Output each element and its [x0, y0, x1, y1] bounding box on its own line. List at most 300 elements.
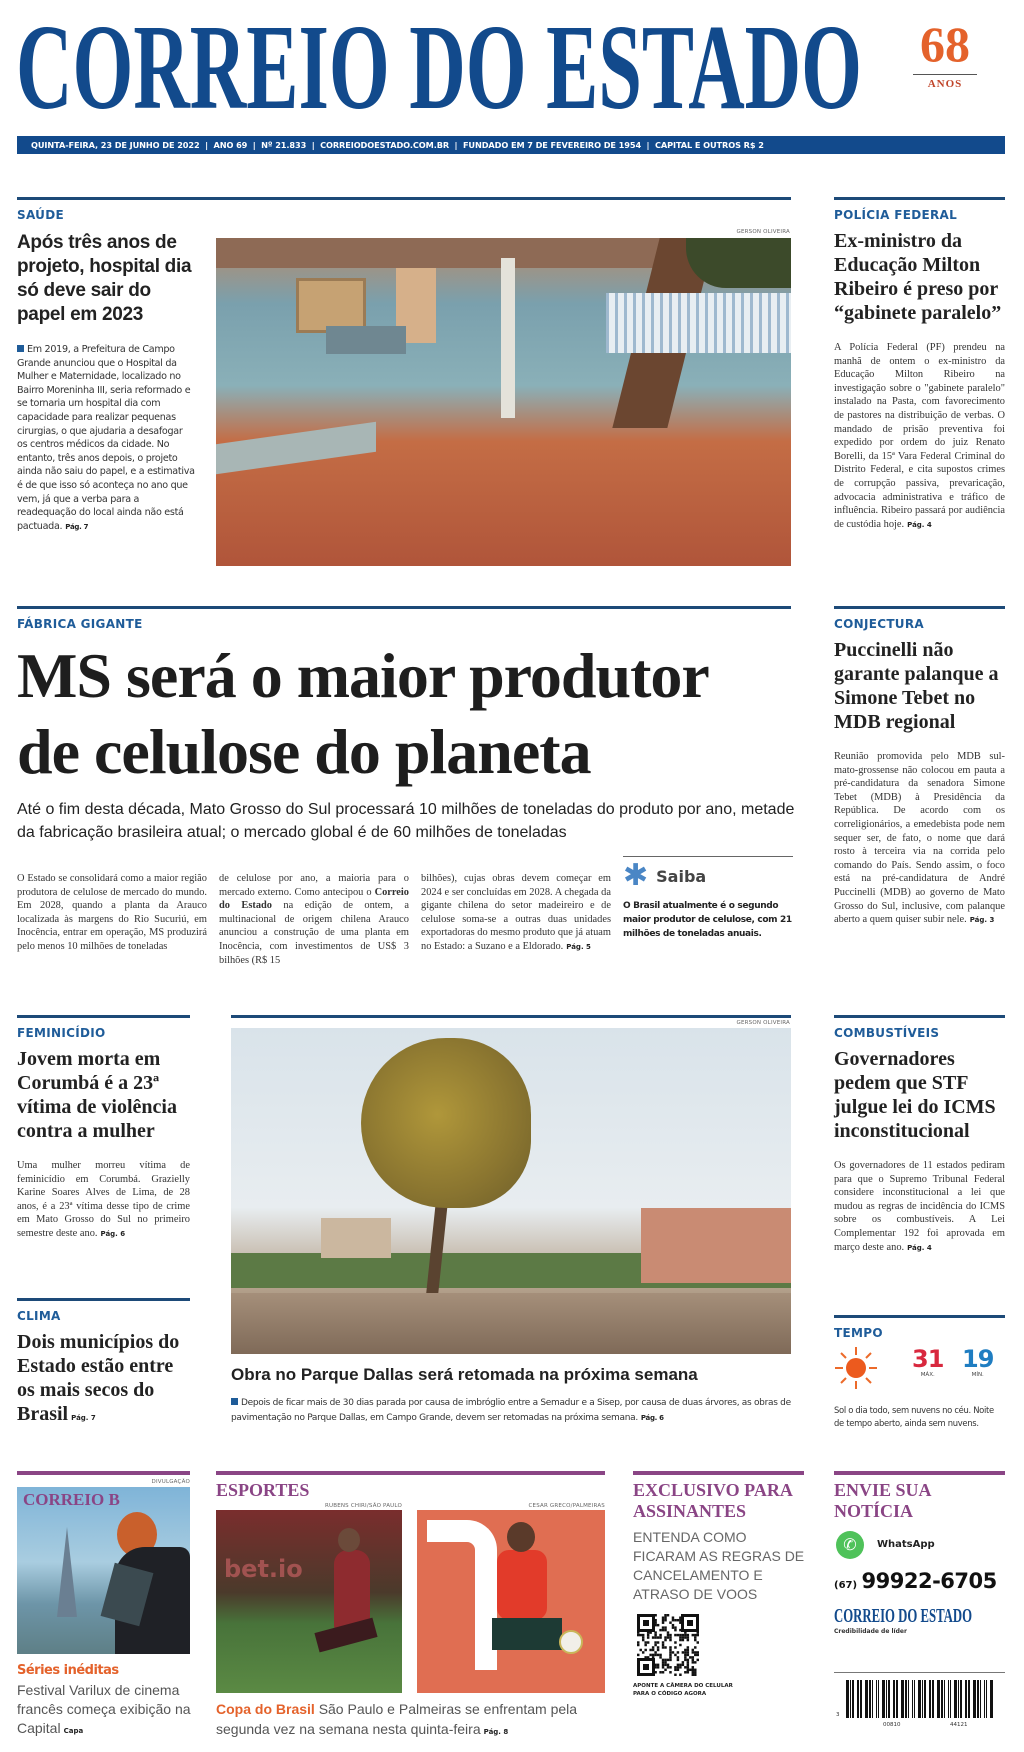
barcode-bar	[865, 1680, 868, 1718]
qr-module	[669, 1636, 671, 1638]
whatsapp-phone[interactable]	[834, 1569, 997, 1593]
photo-hospital[interactable]	[216, 238, 791, 566]
lead-headline[interactable]	[17, 638, 797, 790]
barcode-bar	[924, 1680, 926, 1718]
barcode-bar	[888, 1680, 890, 1718]
barcode-bar	[922, 1680, 923, 1718]
section-rule	[17, 1471, 190, 1475]
qr-module	[674, 1629, 676, 1631]
qr-module	[659, 1671, 661, 1673]
qr-module	[694, 1671, 696, 1673]
qr-module	[657, 1624, 659, 1626]
qr-module	[637, 1641, 639, 1643]
qr-module	[692, 1671, 694, 1673]
whatsapp-label: WhatsApp	[877, 1539, 935, 1550]
exclusivo-title[interactable]: EXCLUSIVO PARA ASSINANTES	[633, 1480, 792, 1521]
page-ref[interactable]: Pág. 4	[907, 520, 932, 529]
qr-module	[687, 1666, 689, 1668]
qr-module	[672, 1651, 674, 1653]
qr-module	[697, 1651, 699, 1653]
qr-module	[669, 1666, 671, 1668]
saiba-box	[623, 856, 793, 941]
qr-module	[674, 1666, 676, 1668]
photo-pillar	[501, 258, 515, 418]
qr-module	[659, 1636, 661, 1638]
qr-module	[662, 1646, 664, 1648]
qr-module	[669, 1621, 671, 1623]
photo-credit: GERSON OLIVEIRA	[736, 1020, 790, 1026]
barcode-bar	[905, 1680, 907, 1718]
barcode-bar	[980, 1680, 981, 1718]
qr-module	[669, 1646, 671, 1648]
qr-module	[662, 1641, 664, 1643]
footer-logo-text: CORREIO DO ESTADO	[834, 1605, 972, 1625]
qr-module	[677, 1659, 679, 1661]
qr-module	[654, 1654, 656, 1656]
qr-module	[642, 1634, 644, 1636]
photo-foliage	[686, 238, 791, 288]
qr-module	[667, 1614, 669, 1616]
newspaper-name: Correio do Estado	[219, 886, 409, 912]
qr-code[interactable]	[637, 1614, 699, 1676]
qr-module	[684, 1666, 686, 1668]
barcode-bar	[948, 1680, 949, 1718]
qr-module	[654, 1644, 656, 1646]
info-bar: QUINTA-FEIRA, 23 DE JUNHO DE 2022 | ANO 69 | Nº 21.833 | CORREIODOESTADO.COM.BR | FUNDADO EM 7 DE FEVEREIRO DE 1954 | CAPITAL E OUTROS R$ 2	[17, 136, 1005, 154]
qr-module	[687, 1664, 689, 1666]
barcode-bar	[893, 1680, 895, 1718]
qr-module	[637, 1654, 639, 1656]
qr-module	[684, 1649, 686, 1651]
qr-module	[687, 1651, 689, 1653]
barcode-bar	[932, 1680, 934, 1718]
photo-house	[641, 1208, 791, 1283]
temp-max-label: MÁX.	[920, 1372, 935, 1378]
page-ref[interactable]: Pág. 6	[640, 1414, 664, 1422]
photo-fence	[606, 293, 791, 353]
qr-module	[684, 1634, 686, 1636]
qr-module	[664, 1659, 666, 1661]
page-ref[interactable]: Pág. 7	[71, 1414, 96, 1422]
qr-module	[659, 1629, 661, 1631]
section-label-saude: SAÚDE	[17, 208, 64, 222]
qr-module	[687, 1620, 693, 1626]
article-parque-body	[231, 1396, 796, 1426]
qr-module	[657, 1666, 659, 1668]
qr-module	[642, 1636, 644, 1638]
section-rule	[17, 606, 791, 609]
qr-module	[687, 1634, 689, 1636]
barcode-bar	[954, 1680, 957, 1718]
footer-logo	[834, 1605, 974, 1625]
photo-player	[334, 1550, 370, 1630]
article-parque	[231, 1364, 796, 1426]
qr-module	[642, 1639, 644, 1641]
section-rule	[834, 1471, 1005, 1475]
qr-module	[674, 1646, 676, 1648]
qr-module	[644, 1649, 646, 1651]
body-text: Reunião promovida pelo MDB sul-mato-grossense não colocou em pauta a pré-candidatura da senadora Simone Tebet (MDB) à Presidência da República. De acordo com os correligionários, a emedebista pode nem sequer ser, de fato, o nome que dará rosto à terceira via na corrida pelo comando do País. Sendo assim, o foco está na pré-candidatura de André Puccinelli (MDB) ao governo de Mato Grosso do Sul, inclusive, com palanque aberto a quem quiser subir nele.	[834, 751, 1005, 926]
qr-module	[687, 1649, 689, 1651]
temp-max-value: 31	[912, 1345, 944, 1373]
qr-module	[687, 1669, 689, 1671]
barcode-bar	[912, 1680, 913, 1718]
qr-module	[664, 1669, 666, 1671]
qr-module	[679, 1639, 681, 1641]
section-rule	[216, 1471, 605, 1475]
temp-min-value: 19	[962, 1345, 994, 1373]
section-label-fabrica: FÁBRICA GIGANTE	[17, 617, 143, 631]
bullet-square	[231, 1398, 238, 1405]
qr-module	[687, 1636, 689, 1638]
page-ref[interactable]: Pág. 4	[907, 1243, 932, 1252]
qr-module	[654, 1636, 656, 1638]
lead-body-col1: O Estado se consolidará como a maior região produtora de celulose de mercado do mundo. Em 2028, quando a planta da Arauco localizada às margens do Rio Sucuriú, em Inocência, entrar em operação, MS produzirá pelo menos 10 milhões de toneladas	[17, 873, 207, 952]
qr-module	[652, 1654, 654, 1656]
qr-module	[644, 1644, 646, 1646]
qr-module	[667, 1634, 669, 1636]
barcode-bar	[886, 1680, 887, 1718]
photo-bench	[216, 422, 376, 474]
body-text: Festival Varilux de cinema francês começa exibição na Capital	[17, 1682, 191, 1736]
qr-module	[657, 1636, 659, 1638]
photo-correio-b[interactable]	[17, 1487, 190, 1654]
barcode-bar	[852, 1680, 854, 1718]
section-rule	[17, 1298, 190, 1301]
qr-module	[662, 1629, 664, 1631]
article-puccinelli	[834, 617, 1006, 927]
photo-player-head	[338, 1528, 360, 1552]
qr-module	[664, 1646, 666, 1648]
page-ref[interactable]: Pág. 3	[969, 916, 995, 925]
section-rule	[834, 1015, 1005, 1018]
body-text: bilhões), cujas obras devem começar em 2024 e ser concluídas em 2028. A chegada da gigante chilena do setor madeireiro e de celulose soma-se a outras duas unidades exportadoras do mesmo produto que já atuam no Estado: a Suzano e a Eldorado.	[421, 873, 611, 952]
photo-sao-paulo-player[interactable]	[216, 1510, 402, 1693]
qr-module	[657, 1664, 659, 1666]
qr-module	[662, 1659, 664, 1661]
body-text: Depois de ficar mais de 30 dias parada por causa de imbróglio entre a Semadur e a Sisep, por causa de duas árvores, as obras de pavimentação no Parque Dallas, em Campo Grande, devem ser retomadas na próxima semana.	[231, 1398, 791, 1423]
section-label-combustiveis: COMBUSTÍVEIS	[834, 1026, 940, 1040]
qr-module	[667, 1664, 669, 1666]
qr-module	[679, 1674, 681, 1676]
qr-module	[662, 1644, 664, 1646]
body-text: de celulose por ano, a maioria para o mercado externo. Como antecipou o	[219, 873, 409, 898]
article-feminicidio	[17, 1026, 192, 1241]
qr-module	[682, 1639, 684, 1641]
headline-hospital[interactable]: Após três anos de projeto, hospital dia só deve sair do papel em 2023	[17, 232, 192, 325]
qr-module	[649, 1649, 651, 1651]
section-label-conjectura: CONJECTURA	[834, 617, 924, 631]
photo-road	[231, 1293, 791, 1354]
qr-module	[677, 1619, 679, 1621]
headline-feminicidio[interactable]: Jovem morta em Corumbá é a 23ª vítima de violência contra a mulher	[17, 1048, 177, 1142]
esportes-kicker[interactable]: Copa do Brasil	[216, 1701, 315, 1717]
qr-module	[652, 1636, 654, 1638]
barcode-bar	[986, 1680, 987, 1718]
saiba-text: O Brasil atualmente é o segundo maior produtor de celulose, com 21 milhões de toneladas anuais.	[623, 901, 792, 939]
qr-module	[649, 1654, 651, 1656]
headline-milton-ribeiro[interactable]: Ex-ministro da Educação Milton Ribeiro é preso por “gabinete paralelo”	[834, 230, 1002, 324]
qr-module	[697, 1654, 699, 1656]
qr-module	[659, 1656, 661, 1658]
photo-parque-dallas[interactable]	[231, 1028, 791, 1354]
qr-module	[654, 1641, 656, 1643]
qr-module	[662, 1664, 664, 1666]
qr-module	[667, 1631, 669, 1633]
barcode-bar	[860, 1680, 862, 1718]
article-milton	[834, 208, 1006, 531]
qr-module	[689, 1656, 691, 1658]
qr-module	[682, 1636, 684, 1638]
qr-module	[677, 1669, 679, 1671]
qr-module	[694, 1661, 696, 1663]
qr-module	[687, 1671, 689, 1673]
qr-module	[662, 1619, 664, 1621]
qr-module	[662, 1661, 664, 1663]
qr-module	[687, 1661, 689, 1663]
qr-module	[682, 1664, 684, 1666]
article-milton-body	[834, 341, 1005, 531]
qr-module	[667, 1659, 669, 1661]
qr-module	[692, 1649, 694, 1651]
body-text: Uma mulher morreu vítima de feminicídio em Corumbá. Grazielly Karine Soares Alves de Lima, de 28 anos, é a 23ª vítima desse tipo de crime em Mato Grosso do Sul no primeiro semestre deste ano.	[17, 1160, 190, 1239]
temp-min	[962, 1346, 993, 1378]
qr-module	[662, 1621, 664, 1623]
qr-module	[672, 1616, 674, 1618]
qr-module	[669, 1654, 671, 1656]
qr-module	[684, 1651, 686, 1653]
page-ref[interactable]: Pág. 6	[100, 1229, 126, 1238]
qr-module	[657, 1646, 659, 1648]
photo-ball	[559, 1630, 583, 1654]
qr-module	[674, 1674, 676, 1676]
body-text: São Paulo e Palmeiras se enfrentam pela segunda vez na semana nesta quinta-feira	[216, 1701, 578, 1737]
qr-module	[664, 1629, 666, 1631]
barcode-bar	[901, 1680, 904, 1718]
lead-body-col2	[219, 872, 409, 967]
headline-icms[interactable]: Governadores pedem que STF julgue lei do ICMS inconstitucional	[834, 1048, 996, 1142]
lead-body-col3	[421, 872, 611, 954]
section-rule	[834, 197, 1005, 200]
section-rule	[17, 1015, 190, 1018]
qr-module	[692, 1661, 694, 1663]
qr-module	[694, 1669, 696, 1671]
photo-sponsor-sign: bet.io	[224, 1555, 303, 1583]
qr-module	[694, 1636, 696, 1638]
lead-article	[17, 617, 797, 967]
qr-module	[684, 1654, 686, 1656]
whatsapp-icon[interactable]: ✆	[836, 1531, 864, 1559]
qr-module	[677, 1666, 679, 1668]
photo-player-shorts	[492, 1618, 562, 1650]
page-ref[interactable]: Pág. 5	[566, 942, 591, 951]
qr-module	[674, 1654, 676, 1656]
qr-module	[679, 1636, 681, 1638]
body-text: A Polícia Federal (PF) prendeu na manhã de ontem o ex-ministro da Educação Milton Ribeiro na investigação sobre o "gabinete paralelo" instalado na Pasta, com favorecimento de pastores na distribuição de verbas. O mandado de prisão preventiva foi expedido por ordem do juiz Renato Borelli, da 15ª Vara Federal Criminal do Distrito Federal, e cita supostos crimes de corrupção passiva, prevaricação, advocacia administrativa e tráfico de influência. Ribeiro passará por audiência de custódia hoje.	[834, 342, 1005, 530]
page-ref[interactable]: Pág. 8	[483, 1728, 509, 1736]
body-text: Em 2019, a Prefeitura de Campo Grande anunciou que o Hospital da Mulher e Maternidade, localizado no Bairro Moreninha III, seria reformado e se tornaria um hospital dia com capacidade para realizar pequenas cirurgias, o que ajudaria a desafogar os centros médicos da cidade. No entanto, três anos depois, o projeto ainda não saiu do papel, e a estimativa é de que isso só aconteça no ano que vem, já que a verba para a readequação do local ainda não está pactuada.	[17, 344, 195, 532]
qr-module	[687, 1639, 689, 1641]
qr-module	[657, 1654, 659, 1656]
qr-module	[682, 1634, 684, 1636]
page-ref[interactable]: Capa	[63, 1727, 84, 1735]
masthead-title: CORREIO DO ESTADO	[16, 8, 862, 116]
barcode-bar	[984, 1680, 985, 1718]
barcode-bar	[869, 1680, 871, 1718]
qr-module	[692, 1666, 694, 1668]
barcode-bar	[944, 1680, 945, 1718]
article-puccinelli-body	[834, 750, 1005, 927]
correio-b-text	[17, 1681, 202, 1738]
qr-module	[669, 1671, 671, 1673]
qr-module	[692, 1669, 694, 1671]
qr-module	[694, 1639, 696, 1641]
qr-module	[674, 1641, 676, 1643]
correio-b-kicker[interactable]: Séries inéditas	[17, 1663, 119, 1678]
barcode-bar	[918, 1680, 921, 1718]
qr-module	[654, 1634, 656, 1636]
envie-title: ENVIE SUA NOTÍCIA	[834, 1480, 931, 1521]
section-label-clima: CLIMA	[17, 1309, 61, 1323]
qr-module	[679, 1664, 681, 1666]
qr-module	[662, 1671, 664, 1673]
divider	[913, 74, 977, 75]
headline-puccinelli[interactable]: Puccinelli não garante palanque a Simone Tebet no MDB regional	[834, 639, 999, 733]
slogan: Credibilidade de líder	[834, 1628, 907, 1635]
qr-module	[669, 1634, 671, 1636]
article-hospital-body	[17, 343, 195, 533]
qr-module	[677, 1651, 679, 1653]
qr-module	[647, 1641, 649, 1643]
qr-module	[664, 1619, 666, 1621]
phone-ddd: (67)	[834, 1580, 858, 1591]
headline-clima[interactable]	[17, 1330, 195, 1426]
section-label-tempo: TEMPO	[834, 1326, 883, 1340]
esportes-text	[216, 1699, 611, 1739]
anniversary-badge	[905, 16, 985, 90]
qr-module	[694, 1651, 696, 1653]
qr-module	[643, 1620, 649, 1626]
section-rule	[834, 1315, 1005, 1318]
photo-player-head	[507, 1522, 535, 1552]
section-rule	[633, 1471, 804, 1475]
barcode-digits: 44121	[950, 1722, 968, 1728]
page-ref[interactable]: Pág. 7	[65, 522, 89, 531]
qr-module	[677, 1656, 679, 1658]
photo-credit: DIVULGAÇÃO	[151, 1479, 190, 1485]
qr-module	[697, 1634, 699, 1636]
barcode-bar	[876, 1680, 877, 1718]
qr-module	[679, 1644, 681, 1646]
qr-module	[684, 1659, 686, 1661]
photo-bench	[326, 326, 406, 354]
section-label-feminicidio: FEMINICÍDIO	[17, 1026, 106, 1040]
qr-module	[677, 1664, 679, 1666]
temp-max	[912, 1346, 943, 1378]
exclusivo-text[interactable]: ENTENDA COMO FICARAM AS REGRAS DE CANCELAMENTO E ATRASO DE VOOS	[633, 1529, 805, 1602]
headline-parque-dallas[interactable]: Obra no Parque Dallas será retomada na próxima semana	[231, 1365, 698, 1384]
section-rule	[231, 1015, 791, 1018]
qr-module	[692, 1656, 694, 1658]
photo-wall-shape	[427, 1520, 497, 1670]
qr-module	[697, 1641, 699, 1643]
qr-module	[684, 1656, 686, 1658]
tempo-text: Sol o dia todo, sem nuvens no céu. Noite de tempo aberto, ainda sem nuvens.	[834, 1405, 994, 1428]
barcode-bar	[857, 1680, 859, 1718]
exclusivo-block	[633, 1480, 808, 1698]
qr-module	[692, 1634, 694, 1636]
section-rule	[834, 606, 1005, 609]
barcode-bar	[896, 1680, 898, 1718]
qr-module	[674, 1669, 676, 1671]
qr-module	[637, 1644, 639, 1646]
article-hospital	[17, 208, 197, 533]
qr-module	[647, 1636, 649, 1638]
article-clima	[17, 1309, 195, 1426]
qr-caption: APONTE A CÂMERA DO CELULAR PARA O CÓDIGO AGORA	[633, 1683, 733, 1697]
barcode-bar	[872, 1680, 873, 1718]
qr-module	[677, 1634, 679, 1636]
qr-module	[664, 1616, 666, 1618]
qr-module	[654, 1651, 656, 1653]
article-icms	[834, 1026, 1006, 1254]
lead-subhead: Até o fim desta década, Mato Grosso do Sul processará 10 milhões de toneladas do produto por ano, metade da fabricação brasileira atual; o mercado global é de 60 milhões de toneladas	[17, 801, 795, 841]
qr-module	[639, 1634, 641, 1636]
sun-icon	[834, 1346, 878, 1390]
section-label-esportes: ESPORTES	[216, 1480, 310, 1500]
barcode-bar	[960, 1680, 962, 1718]
body-text: Os governadores de 11 estados pediram para que o Supremo Tribunal Federal considere inconstitucional a lei que mudou as regras de incidência do ICMS sobre os combustíveis. A Lei Complementar 192 foi aprovada em março deste ano.	[834, 1160, 1005, 1253]
barcode-bar	[878, 1680, 879, 1718]
saiba-header	[623, 858, 793, 893]
lead-headline-line: de celulose do planeta	[17, 716, 591, 787]
barcode-bar	[965, 1680, 967, 1718]
qr-module	[697, 1659, 699, 1661]
anniversary-number: 68	[920, 16, 970, 72]
photo-window	[296, 278, 366, 333]
barcode-bar	[850, 1680, 851, 1718]
asterisk-icon: ✱	[623, 858, 649, 893]
qr-module	[659, 1634, 661, 1636]
qr-module	[694, 1646, 696, 1648]
qr-module	[669, 1659, 671, 1661]
qr-module	[664, 1661, 666, 1663]
qr-module	[643, 1664, 649, 1670]
qr-module	[669, 1656, 671, 1658]
photo-eiffel-tower	[57, 1527, 77, 1617]
temp-min-label: MÍN.	[971, 1372, 984, 1378]
qr-module	[664, 1626, 666, 1628]
qr-module	[657, 1649, 659, 1651]
section-label-policia: POLÍCIA FEDERAL	[834, 208, 958, 222]
photo-palmeiras-player[interactable]	[417, 1510, 605, 1693]
qr-module	[679, 1634, 681, 1636]
qr-module	[669, 1649, 671, 1651]
photo-credit: GERSON OLIVEIRA	[736, 229, 790, 235]
qr-module	[664, 1614, 666, 1616]
photo-credit: CESAR GRECO/PALMEIRAS	[528, 1503, 605, 1509]
qr-module	[657, 1641, 659, 1643]
saiba-title: Saiba	[656, 866, 707, 886]
masthead-logo[interactable]	[14, 8, 864, 116]
qr-module	[674, 1619, 676, 1621]
correio-b-brand: CORREIO B	[23, 1490, 120, 1509]
qr-module	[674, 1626, 676, 1628]
barcode-bar	[950, 1680, 951, 1718]
anniversary-label: ANOS	[927, 78, 963, 90]
qr-module	[664, 1664, 666, 1666]
barcode-bar	[846, 1680, 849, 1718]
